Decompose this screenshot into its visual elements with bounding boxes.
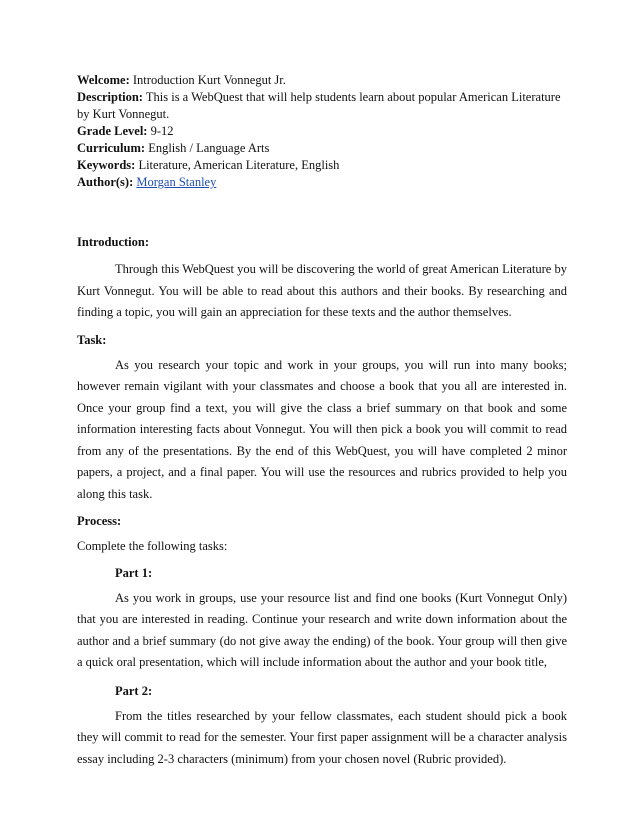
part-1-title: Part 1:	[115, 565, 153, 580]
keywords-value: Literature, American Literature, English	[138, 158, 340, 172]
description-value: This is a WebQuest that will help students learn about popular American Literature by Kurt Vonnegut.	[77, 90, 561, 121]
part-2-title: Part 2:	[115, 683, 153, 698]
document-content	[77, 72, 567, 770]
welcome-line	[77, 72, 567, 89]
curriculum-value: English / Language Arts	[148, 141, 270, 155]
welcome-value: Introduction Kurt Vonnegut Jr.	[132, 73, 286, 87]
part-2-text: From the titles researched by your fellow classmates, each student should pick a book they will commit to read for the semester. Your first paper assignment will be a character analysis essay including 2-3 characters (minimum) from your chosen novel (Rubric provided).	[77, 708, 567, 766]
task-heading: Task:	[77, 332, 107, 347]
description-line	[77, 89, 567, 123]
introduction-text: Through this WebQuest you will be discovering the world of great American Literature by Kurt Vonnegut. You will be able to read about this authors and their books. By researching and finding a topic, you will gain an appreciation for these texts and the author themselves.	[77, 262, 567, 319]
author-link[interactable]: Morgan Stanley	[136, 175, 217, 189]
process-heading: Process:	[77, 514, 122, 528]
introduction-heading: Introduction:	[77, 235, 150, 249]
task-text: As you research your topic and work in your groups, you will run into many books; however remain vigilant with your classmates and choose a book that you all are interested in. Once your group find a text, you will give the class a brief summary on that book and some information interesting facts about Vonnegut. You will then pick a book you will commit to read from any of the presentations. By the end of this WebQuest, you will have completed 2 minor papers, a project, and a final paper. You will use the resources and rubrics provided to help you along this task.	[77, 357, 567, 501]
part-1-text: As you work in groups, use your resource list and find one books (Kurt Vonnegut Only) that you are interested in reading. Continue your research and write down information about the author and a brief summary (do not give away the ending) of the book. Your group will then give a quick oral presentation, which will include information about the author and your book title,	[77, 590, 567, 669]
welcome-label: Welcome:	[77, 73, 130, 87]
grade-line	[77, 123, 567, 140]
curriculum-label: Curriculum:	[77, 141, 146, 155]
curriculum-line	[77, 140, 567, 157]
author-label: Author(s):	[77, 175, 134, 189]
description-label: Description:	[77, 90, 143, 104]
keywords-label: Keywords:	[77, 158, 136, 172]
grade-label: Grade Level:	[77, 124, 148, 138]
process-intro: Complete the following tasks:	[77, 539, 228, 553]
grade-value: 9-12	[150, 124, 174, 138]
keywords-line	[77, 157, 567, 174]
author-line	[77, 174, 567, 191]
